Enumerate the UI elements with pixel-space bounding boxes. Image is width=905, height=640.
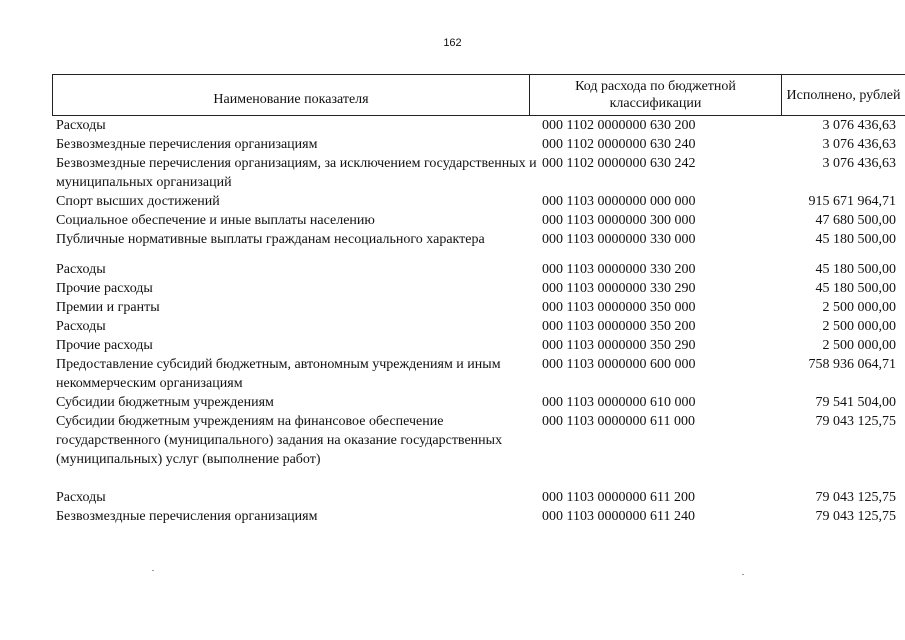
row-name: Премии и гранты bbox=[56, 300, 160, 315]
table-body bbox=[56, 116, 896, 526]
table-header bbox=[52, 74, 905, 116]
scan-speck bbox=[152, 570, 154, 571]
table-row bbox=[56, 260, 896, 279]
table-row bbox=[56, 192, 896, 211]
row-code: 000 1103 0000000 330 000 bbox=[542, 232, 696, 247]
table-row bbox=[56, 116, 896, 135]
row-code: 000 1103 0000000 611 200 bbox=[542, 490, 695, 505]
row-name: Прочие расходы bbox=[56, 281, 153, 296]
row-name: Предоставление субсидий бюджетным, автономным учреждениям и иным некоммерческим организациям bbox=[56, 357, 501, 391]
row-code: 000 1103 0000000 330 200 bbox=[542, 262, 696, 277]
row-amount: 79 541 504,00 bbox=[815, 395, 896, 410]
table-row bbox=[56, 154, 896, 192]
table-row bbox=[56, 317, 896, 336]
row-code: 000 1103 0000000 600 000 bbox=[542, 357, 696, 372]
row-amount: 915 671 964,71 bbox=[808, 194, 896, 209]
row-amount: 79 043 125,75 bbox=[815, 414, 896, 429]
row-amount: 79 043 125,75 bbox=[815, 490, 896, 505]
row-amount: 2 500 000,00 bbox=[822, 300, 896, 315]
table-row bbox=[56, 507, 896, 526]
row-name: Прочие расходы bbox=[56, 338, 153, 353]
row-name: Субсидии бюджетным учреждениям bbox=[56, 395, 274, 410]
row-amount: 79 043 125,75 bbox=[815, 509, 896, 524]
row-code: 000 1103 0000000 350 000 bbox=[542, 300, 696, 315]
table-row bbox=[56, 412, 896, 469]
row-amount: 2 500 000,00 bbox=[822, 338, 896, 353]
row-name: Безвозмездные перечисления организациям bbox=[56, 137, 318, 152]
row-code: 000 1103 0000000 611 240 bbox=[542, 509, 695, 524]
row-name: Безвозмездные перечисления организациям, за исключением государственных и муниципальных организаций bbox=[56, 156, 537, 190]
row-name: Публичные нормативные выплаты гражданам несоциального характера bbox=[56, 232, 485, 247]
row-amount: 3 076 436,63 bbox=[822, 156, 896, 171]
row-code: 000 1103 0000000 330 290 bbox=[542, 281, 696, 296]
row-name: Безвозмездные перечисления организациям bbox=[56, 509, 318, 524]
row-code: 000 1103 0000000 350 200 bbox=[542, 319, 696, 334]
row-amount: 3 076 436,63 bbox=[822, 118, 896, 133]
header-executed: Исполнено, рублей bbox=[781, 75, 905, 115]
table-row bbox=[56, 298, 896, 317]
row-code: 000 1103 0000000 610 000 bbox=[542, 395, 696, 410]
table-row bbox=[56, 211, 896, 230]
row-code: 000 1103 0000000 300 000 bbox=[542, 213, 696, 228]
row-name: Социальное обеспечение и иные выплаты населению bbox=[56, 213, 375, 228]
row-amount: 45 180 500,00 bbox=[815, 281, 896, 296]
row-name: Субсидии бюджетным учреждениям на финансовое обеспечение государственного (муниципального) задания на оказание государственных (муниципальных) услуг (выполнение работ) bbox=[56, 414, 503, 467]
header-name: Наименование показателя bbox=[52, 75, 529, 115]
table-row bbox=[56, 355, 896, 393]
scan-speck bbox=[742, 574, 744, 575]
row-amount: 45 180 500,00 bbox=[815, 232, 896, 247]
row-amount: 47 680 500,00 bbox=[815, 213, 896, 228]
table-row bbox=[56, 230, 896, 249]
row-code: 000 1102 0000000 630 200 bbox=[542, 118, 696, 133]
page-number: 162 bbox=[443, 37, 462, 49]
table-row bbox=[56, 393, 896, 412]
row-name: Расходы bbox=[56, 262, 106, 277]
row-name: Расходы bbox=[56, 319, 106, 334]
row-code: 000 1103 0000000 000 000 bbox=[542, 194, 696, 209]
row-amount: 45 180 500,00 bbox=[815, 262, 896, 277]
header-budget-code: Код расхода по бюджетной классификации bbox=[529, 75, 781, 115]
table-row bbox=[56, 279, 896, 298]
row-code: 000 1102 0000000 630 242 bbox=[542, 156, 696, 171]
row-name: Расходы bbox=[56, 118, 106, 133]
table-row bbox=[56, 336, 896, 355]
row-code: 000 1102 0000000 630 240 bbox=[542, 137, 696, 152]
row-name: Расходы bbox=[56, 490, 106, 505]
table-row bbox=[56, 488, 896, 507]
row-amount: 3 076 436,63 bbox=[822, 137, 896, 152]
row-name: Спорт высших достижений bbox=[56, 194, 220, 209]
row-code: 000 1103 0000000 611 000 bbox=[542, 414, 695, 429]
table-row bbox=[56, 135, 896, 154]
row-amount: 2 500 000,00 bbox=[822, 319, 896, 334]
row-code: 000 1103 0000000 350 290 bbox=[542, 338, 696, 353]
row-amount: 758 936 064,71 bbox=[808, 357, 896, 372]
